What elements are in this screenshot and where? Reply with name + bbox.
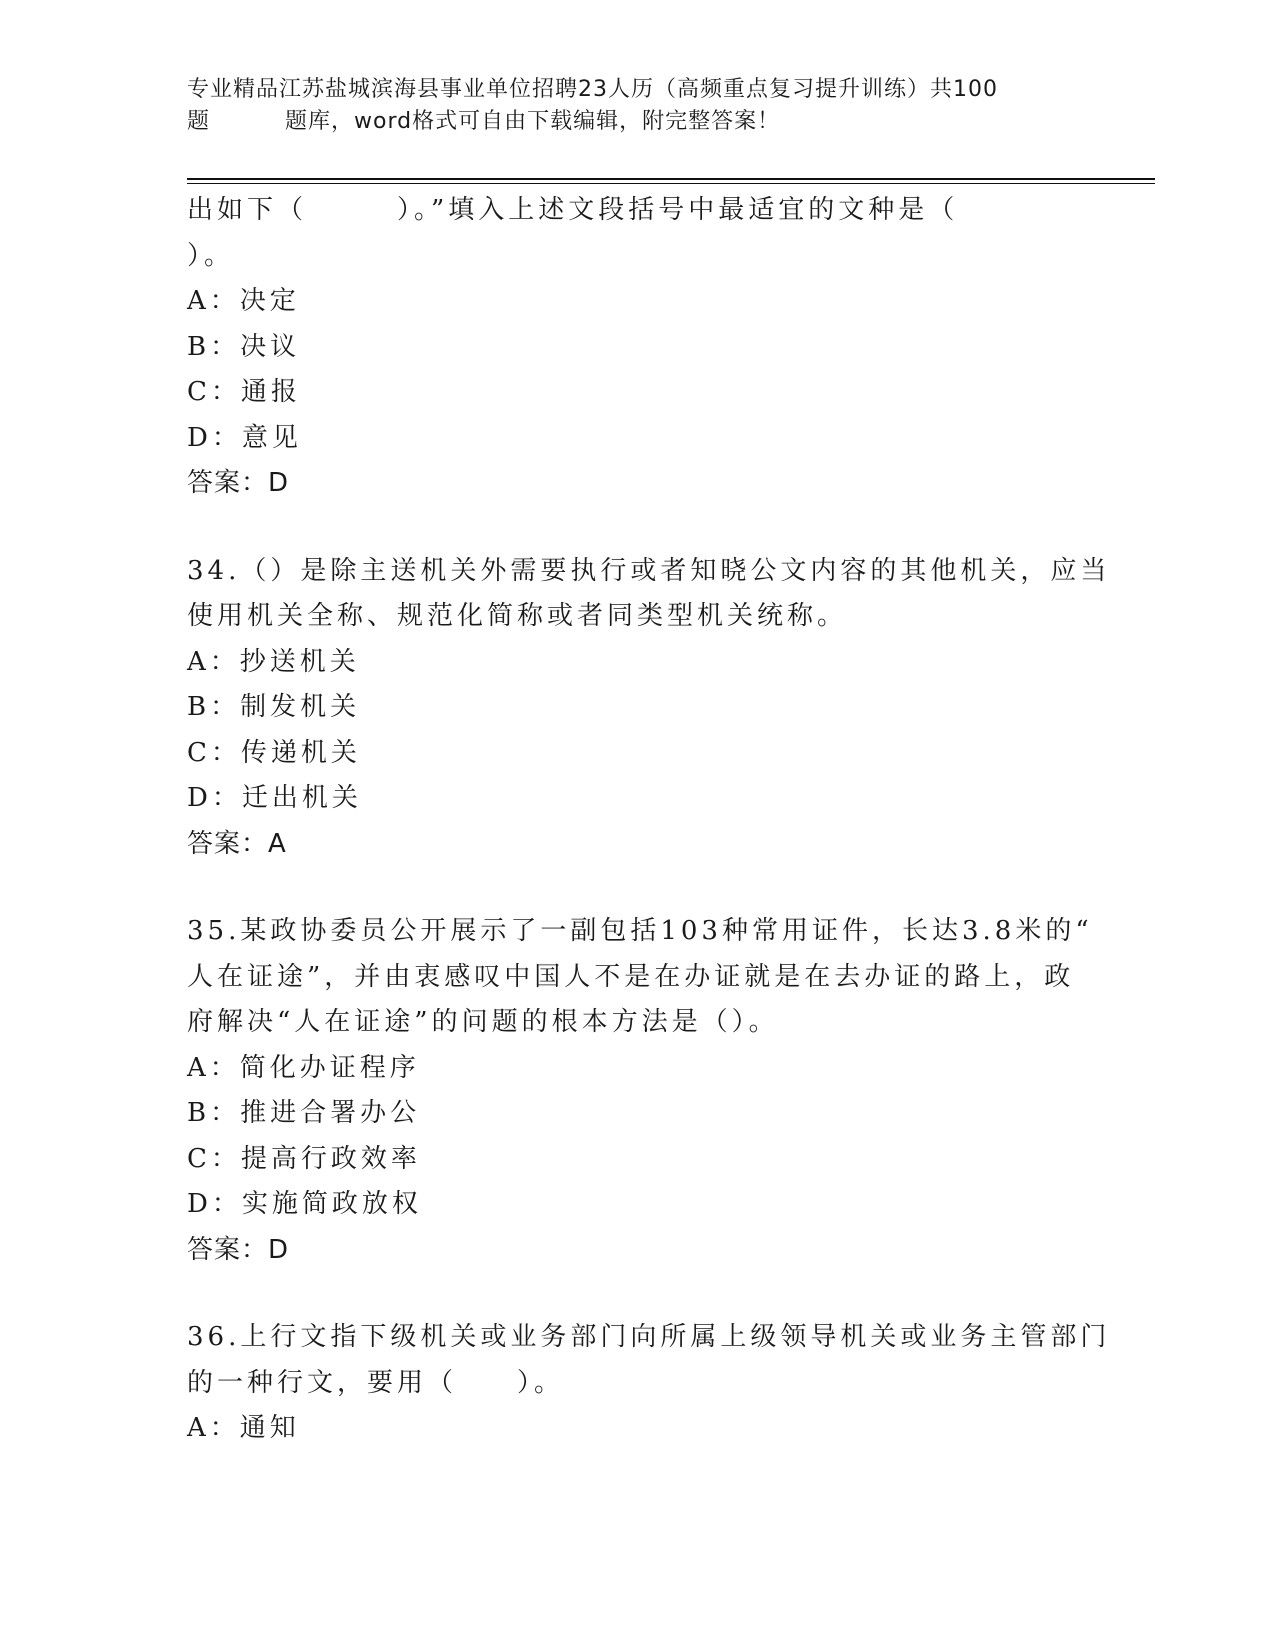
header-title-line1: 专业精品江苏盐城滨海县事业单位招聘23人历（高频重点复习提升训练）共100 — [187, 77, 998, 102]
answer-line: 答案：D — [187, 468, 290, 498]
option-d: D：迁出机关 — [187, 783, 362, 813]
option-c: C：传递机关 — [187, 737, 361, 768]
option-a: A：简化办证程序 — [187, 1052, 420, 1083]
question-stem-line: 的一种行文，要用（ ）。 — [187, 1367, 565, 1398]
question-35 — [187, 909, 1093, 1273]
question-stem-line: 人在证途”，并由衷感叹中国人不是在办证就是在去办证的路上，政 — [187, 961, 1075, 992]
page-header — [187, 74, 1067, 138]
option-d: D：意见 — [187, 422, 302, 453]
option-a: A：通知 — [187, 1413, 300, 1443]
option-b: B：制发机关 — [187, 692, 361, 722]
question-stem-line: 35.某政协委员公开展示了一副包括103种常用证件，长达3.8米的“ — [187, 916, 1093, 946]
question-spacer — [187, 1273, 1087, 1315]
header-divider-thin — [187, 183, 1155, 184]
question-stem-line: 府解决“人在证途”的问题的根本方法是（）。 — [187, 1007, 779, 1037]
option-c: C：通报 — [187, 377, 301, 407]
question-list — [187, 188, 1111, 1452]
option-b: B：推进合署办公 — [187, 1098, 421, 1128]
question-33 — [187, 188, 1087, 507]
header-title-line2-end: 题库，word格式可自由下载编辑，附完整答案！ — [285, 109, 781, 134]
option-d: D：实施简政放权 — [187, 1189, 422, 1219]
question-spacer — [187, 507, 1087, 549]
question-spacer — [187, 867, 1087, 909]
header-divider-thick — [187, 178, 1155, 180]
answer-line: 答案：D — [187, 1234, 290, 1265]
option-a: A：决定 — [187, 286, 300, 316]
answer-line: 答案：A — [187, 828, 287, 859]
question-36 — [187, 1315, 1111, 1452]
option-c: C：提高行政效率 — [187, 1143, 421, 1174]
option-b: B：决议 — [187, 331, 301, 362]
question-stem-line: 使用机关全称、规范化简称或者同类型机关统称。 — [187, 601, 848, 631]
option-a: A：抄送机关 — [187, 646, 360, 677]
header-title-line2 — [187, 106, 1067, 138]
question-34 — [187, 549, 1111, 868]
question-stem-line: ）。 — [187, 240, 235, 271]
question-stem-line: 出如下（ ）。”填入上述文段括号中最适宜的文种是（ — [187, 195, 959, 225]
question-stem-line: 36.上行文指下级机关或业务部门向所属上级领导机关或业务主管部门 — [187, 1322, 1111, 1352]
header-title-line2-start: 题 — [187, 109, 211, 134]
question-stem-line: 34.（）是除主送机关外需要执行或者知晓公文内容的其他机关，应当 — [187, 555, 1111, 586]
